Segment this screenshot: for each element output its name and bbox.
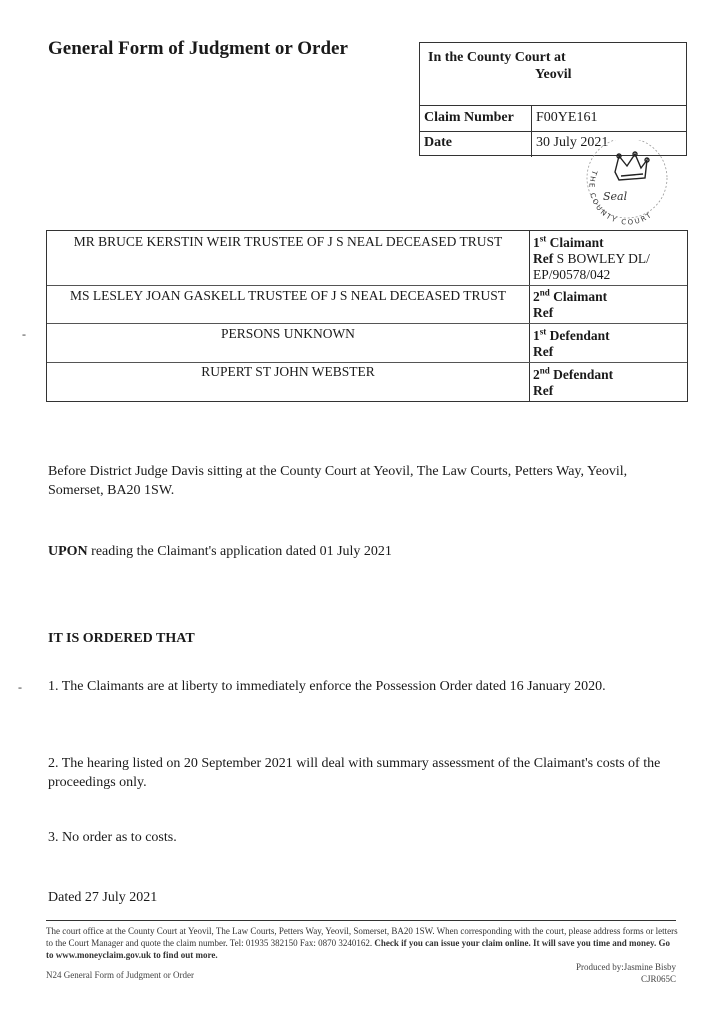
divider [420,105,686,106]
order-item-1: 1. The Claimants are at liberty to immediately enforce the Possession Order dated 16 January 2020. [48,679,606,694]
order-item-2: 2. The hearing listed on 20 September 2021 will deal with summary assessment of the Claimant's costs of the proceedings only. [48,756,661,790]
parties-table [46,230,688,402]
margin-mark: - [18,680,22,694]
party-ref-continued: EP/90578/042 [533,267,611,282]
form-name: N24 General Form of Judgment or Order [46,970,194,980]
footer-divider [46,920,676,921]
before-judge-paragraph: Before District Judge Davis sitting at the County Court at Yeovil, The Law Courts, Petters Way, Yeovil, Somerset, BA20 1SW. [48,464,628,498]
produced-by: Produced by:Jasmine Bisby [576,962,676,972]
divider [47,285,687,286]
party-name: MS LESLEY JOAN GASKELL TRUSTEE OF J S NEAL DECEASED TRUST [69,288,507,303]
party-role: 2nd Defendant [533,365,614,382]
party-role: 1st Claimant [533,233,604,250]
claim-number-value: F00YE161 [536,110,598,125]
dated-line: Dated 27 July 2021 [48,890,158,905]
party-name: RUPERT ST JOHN WEBSTER [201,364,375,379]
seal-script: Seal [603,190,628,203]
party-ref: Ref [533,383,554,398]
footer-notice: The court office at the County Court at Yeovil, The Law Courts, Petters Way, Yeovil, Somerset, BA20 1SW. When corresponding with the court, please address forms or letters to the Court Manager and quote the claim number. Tel: 01935 382150 Fax: 0870 3240162. Check if you can issue your claim online. It will save you time and money. Go to www.moneyclaim.gov.uk to find out more. [46,926,678,960]
court-name-line2: Yeovil [535,67,572,82]
court-name-line1: In the County Court at [428,50,566,65]
party-ref: Ref [533,305,554,320]
party-name: MR BRUCE KERSTIN WEIR TRUSTEE OF J S NEAL DECEASED TRUST [73,234,503,249]
date-label: Date [424,135,452,150]
form-title: General Form of Judgment or Order [48,38,348,59]
party-role: 1st Defendant [533,326,610,343]
seal-arc-text: THE COUNTY COURT [587,169,655,227]
claim-number-label: Claim Number [424,110,514,125]
party-ref: Ref S BOWLEY DL/ [533,251,650,266]
court-details-box [419,42,687,156]
party-ref: Ref [533,344,554,359]
divider [529,231,530,401]
divider [420,131,686,132]
upon-paragraph: UPON reading the Claimant's application dated 01 July 2021 [48,544,392,559]
margin-mark: - [22,327,26,341]
order-item-3: 3. No order as to costs. [48,830,177,845]
divider [47,323,687,324]
ordered-heading: IT IS ORDERED THAT [48,631,195,646]
divider [47,362,687,363]
date-value: 30 July 2021 [536,135,609,150]
party-role: 2nd Claimant [533,287,608,304]
divider [531,105,532,157]
court-seal-icon [575,140,675,230]
form-code: CJR065C [640,974,676,984]
party-name: PERSONS UNKNOWN [221,326,355,341]
